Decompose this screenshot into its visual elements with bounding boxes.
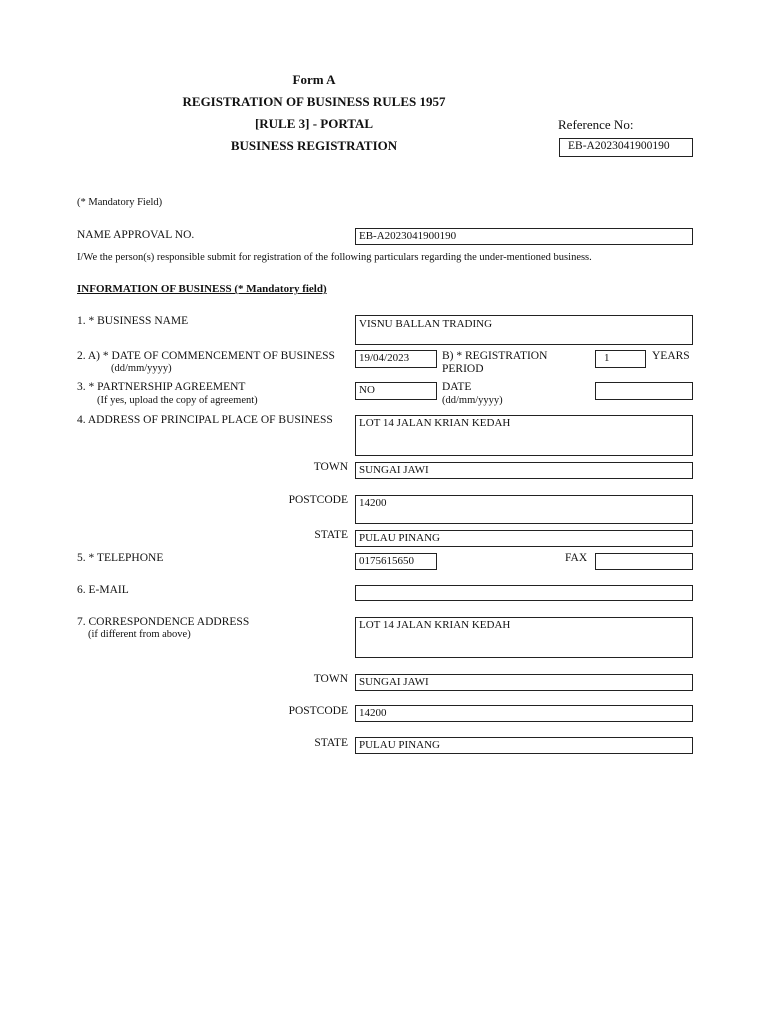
correspondence-town-field[interactable]: SUNGAI JAWI	[355, 674, 693, 691]
business-name-label: 1. * BUSINESS NAME	[77, 315, 189, 327]
business-state-label: STATE	[314, 529, 348, 541]
correspondence-address-field[interactable]: LOT 14 JALAN KRIAN KEDAH	[355, 617, 693, 658]
mandatory-note: (* Mandatory Field)	[77, 197, 163, 208]
correspondence-postcode-label: POSTCODE	[288, 705, 348, 717]
form-title: Form A	[292, 72, 336, 87]
business-town-field[interactable]: SUNGAI JAWI	[355, 462, 693, 479]
form-subtitle-rule: [RULE 3] - PORTAL	[254, 116, 374, 131]
commencement-label: 2. A) * DATE OF COMMENCEMENT OF BUSINESS	[77, 350, 335, 362]
form-subtitle-rules: REGISTRATION OF BUSINESS RULES 1957	[182, 94, 446, 109]
email-field[interactable]	[355, 585, 693, 601]
business-state-field[interactable]: PULAU PINANG	[355, 530, 693, 547]
email-label: 6. E-MAIL	[77, 584, 129, 596]
correspondence-state-field[interactable]: PULAU PINANG	[355, 737, 693, 754]
declaration-text: I/We the person(s) responsible submit for registration of the following particulars regarding the under-mentioned business.	[77, 252, 592, 263]
partnership-date-format: (dd/mm/yyyy)	[442, 395, 503, 406]
business-postcode-field[interactable]: 14200	[355, 495, 693, 524]
business-address-field[interactable]: LOT 14 JALAN KRIAN KEDAH	[355, 415, 693, 456]
partnership-date-label: DATE	[442, 381, 472, 393]
registration-period-label: B) * REGISTRATION	[442, 350, 548, 362]
partnership-field[interactable]: NO	[355, 382, 437, 400]
partnership-note: (If yes, upload the copy of agreement)	[97, 395, 258, 406]
fax-field[interactable]	[595, 553, 693, 570]
business-postcode-label: POSTCODE	[288, 494, 348, 506]
business-town-label: TOWN	[313, 461, 348, 473]
telephone-field[interactable]: 0175615650	[355, 553, 437, 570]
correspondence-town-label: TOWN	[313, 673, 348, 685]
correspondence-address-label: 7. CORRESPONDENCE ADDRESS	[77, 616, 250, 628]
business-name-field[interactable]: VISNU BALLAN TRADING	[355, 315, 693, 345]
partnership-date-field[interactable]	[595, 382, 693, 400]
commencement-date-field[interactable]: 19/04/2023	[355, 350, 437, 368]
partnership-label: 3. * PARTNERSHIP AGREEMENT	[77, 381, 246, 393]
telephone-label: 5. * TELEPHONE	[77, 552, 164, 564]
correspondence-state-label: STATE	[314, 737, 348, 749]
registration-period-unit: YEARS	[652, 350, 690, 362]
fax-label: FAX	[565, 552, 588, 564]
correspondence-postcode-field[interactable]: 14200	[355, 705, 693, 722]
correspondence-address-note: (if different from above)	[88, 629, 191, 640]
reference-number-field: EB-A2023041900190	[559, 138, 693, 157]
registration-period-label-2: PERIOD	[442, 363, 484, 375]
name-approval-label: NAME APPROVAL NO.	[77, 229, 195, 241]
name-approval-field[interactable]: EB-A2023041900190	[355, 228, 693, 245]
business-address-label: 4. ADDRESS OF PRINCIPAL PLACE OF BUSINESS	[77, 414, 333, 426]
section-heading: INFORMATION OF BUSINESS (* Mandatory field)	[77, 283, 327, 295]
reference-label: Reference No:	[558, 117, 634, 132]
form-subtitle-portal: BUSINESS REGISTRATION	[230, 138, 398, 153]
commencement-date-format: (dd/mm/yyyy)	[111, 363, 172, 374]
registration-period-field[interactable]: 1	[595, 350, 646, 368]
